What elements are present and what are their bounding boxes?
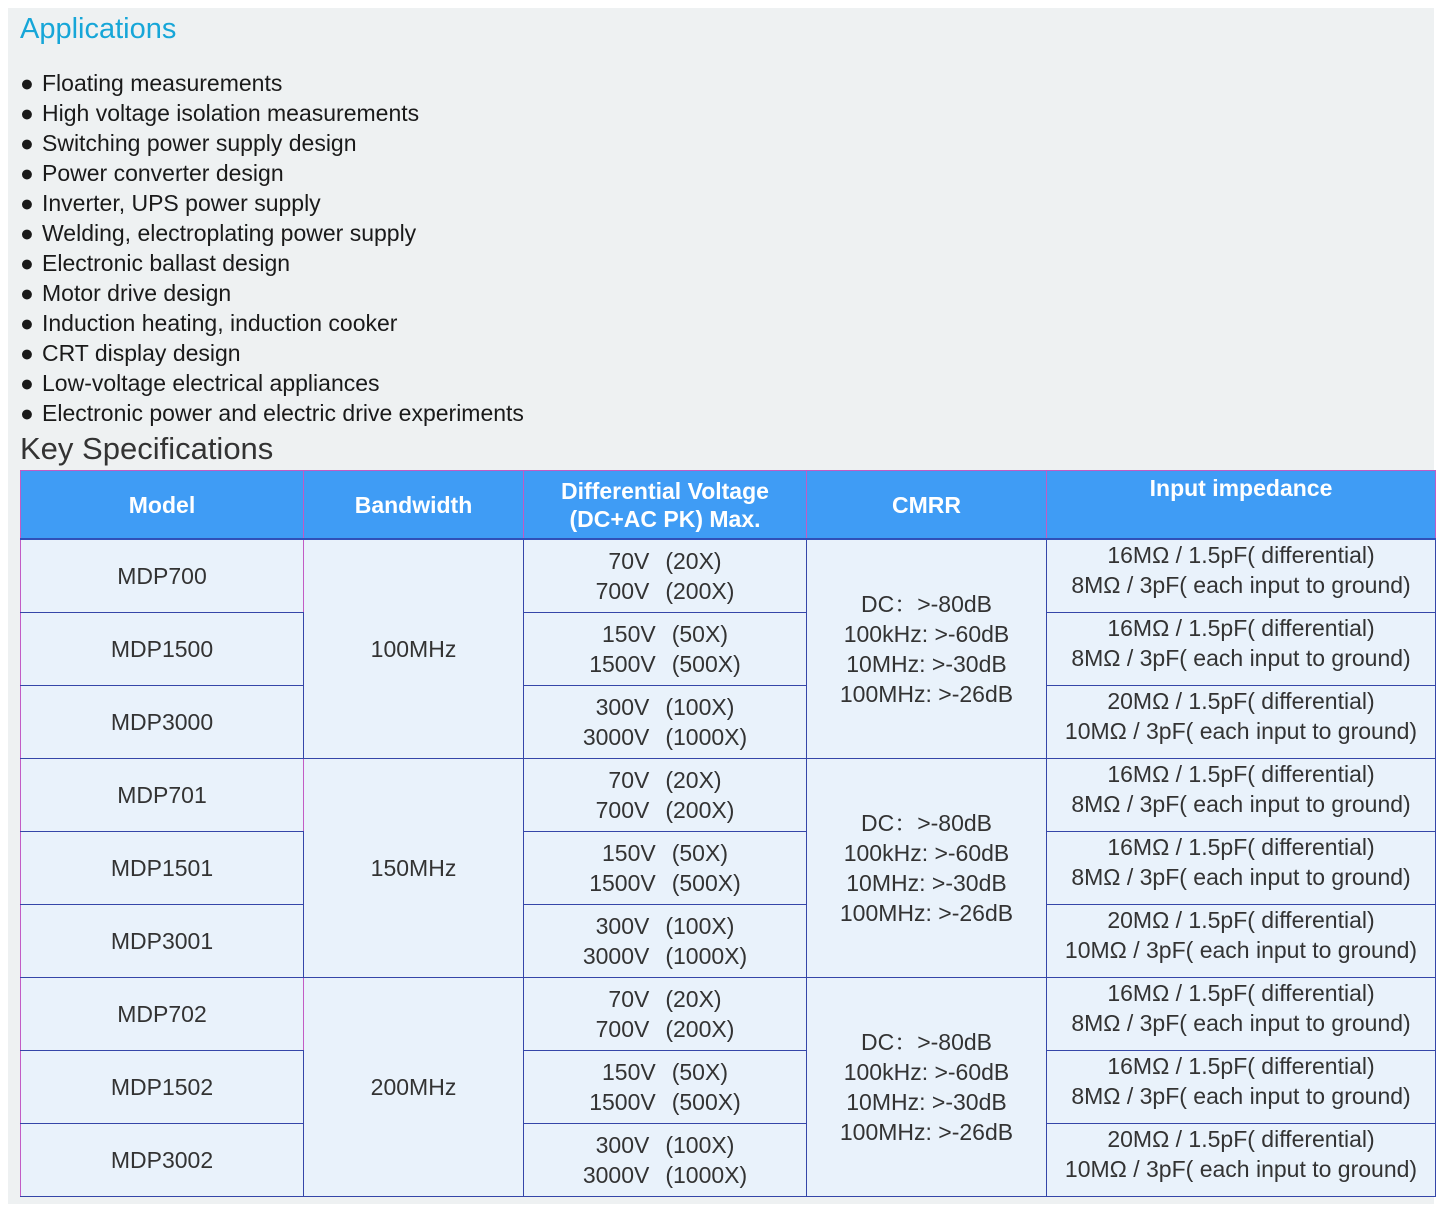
impedance-cell <box>1047 832 1436 905</box>
cmrr-cell <box>807 759 1047 978</box>
list-item-text: Electronic power and electric drive experiments <box>42 400 524 426</box>
bullet-icon: ● <box>20 70 34 96</box>
voltage-value: 300V <box>595 913 650 939</box>
table-row <box>21 832 1436 905</box>
bullet-icon: ● <box>20 340 34 366</box>
voltage-value: 70V <box>608 767 650 793</box>
voltage-ratio: (1000X) <box>665 1162 748 1188</box>
voltage-ratio: (1000X) <box>665 943 748 969</box>
voltage-value: 70V <box>608 548 650 574</box>
impedance-ground: 8MΩ / 3pF( each input to ground) <box>1071 1010 1411 1036</box>
voltage-cell <box>524 686 807 759</box>
voltage-ratio: (20X) <box>665 548 722 574</box>
impedance-ground: 8MΩ / 3pF( each input to ground) <box>1071 791 1411 817</box>
list-item <box>20 308 524 338</box>
impedance-differential: 20MΩ / 1.5pF( differential) <box>1107 907 1375 933</box>
header-bandwidth: Bandwidth <box>304 471 524 540</box>
list-item-text: Floating measurements <box>42 70 283 96</box>
list-item <box>20 398 524 428</box>
model-cell: MDP1502 <box>21 1051 304 1124</box>
cmrr-line: 100kHz: >-60dB <box>843 1059 1010 1085</box>
model-cell: MDP1501 <box>21 832 304 905</box>
model-cell: MDP700 <box>21 539 304 613</box>
list-item <box>20 128 524 158</box>
list-item-text: Induction heating, induction cooker <box>42 310 398 336</box>
header-voltage-line1: Differential Voltage (DC <box>561 477 769 532</box>
voltage-ratio: (50X) <box>671 1059 728 1085</box>
bullet-icon: ● <box>20 220 34 246</box>
table-row <box>21 905 1436 978</box>
voltage-ratio: (200X) <box>665 578 735 604</box>
cmrr-line: 100kHz: >-60dB <box>843 840 1010 866</box>
voltage-ratio: (1000X) <box>665 724 748 750</box>
bullet-icon: ● <box>20 310 34 336</box>
list-item-text: Welding, electroplating power supply <box>42 220 417 246</box>
voltage-cell <box>524 978 807 1051</box>
impedance-ground: 10MΩ / 3pF( each input to ground) <box>1064 718 1418 744</box>
voltage-value: 700V <box>595 1016 650 1042</box>
model-cell: MDP3000 <box>21 686 304 759</box>
voltage-cell <box>524 613 807 686</box>
table-header-row <box>21 471 1436 540</box>
cmrr-line: 100kHz: >-60dB <box>843 621 1010 647</box>
list-item <box>20 68 524 98</box>
applications-title: Applications <box>20 13 177 45</box>
voltage-ratio: (20X) <box>665 767 722 793</box>
impedance-ground: 10MΩ / 3pF( each input to ground) <box>1064 937 1418 963</box>
applications-list <box>20 68 524 428</box>
impedance-ground: 8MΩ / 3pF( each input to ground) <box>1071 645 1411 671</box>
model-cell: MDP1500 <box>21 613 304 686</box>
cmrr-line: 10MHz: >-30dB <box>846 870 1007 896</box>
list-item <box>20 188 524 218</box>
voltage-ratio: (100X) <box>665 694 735 720</box>
table-row <box>21 759 1436 832</box>
list-item <box>20 248 524 278</box>
impedance-cell <box>1047 759 1436 832</box>
voltage-cell <box>524 759 807 832</box>
list-item-text: Motor drive design <box>42 280 232 306</box>
voltage-value: 700V <box>595 797 650 823</box>
table-row <box>21 978 1436 1051</box>
list-item-text: Switching power supply design <box>42 130 357 156</box>
voltage-ratio: (100X) <box>665 1132 735 1158</box>
cmrr-line: 100MHz: >-26dB <box>839 1119 1014 1145</box>
specifications-table <box>20 470 1436 1197</box>
voltage-ratio: (500X) <box>671 870 741 896</box>
list-item-text: Low-voltage electrical appliances <box>42 370 380 396</box>
model-cell: MDP701 <box>21 759 304 832</box>
voltage-ratio: (500X) <box>671 651 741 677</box>
list-item <box>20 278 524 308</box>
list-item-text: Power converter design <box>42 160 284 186</box>
voltage-value: 300V <box>595 1132 650 1158</box>
bullet-icon: ● <box>20 190 34 216</box>
bandwidth-cell: 100MHz <box>304 539 524 759</box>
table-row <box>21 686 1436 759</box>
cmrr-line: 100MHz: >-26dB <box>839 900 1014 926</box>
cmrr-line: DC：>-80dB <box>860 1029 993 1055</box>
bullet-icon: ● <box>20 100 34 126</box>
header-cmrr: CMRR <box>807 471 1047 540</box>
cmrr-cell <box>807 539 1047 759</box>
cmrr-cell <box>807 978 1047 1197</box>
voltage-value: 3000V <box>582 1162 650 1188</box>
cmrr-line: 10MHz: >-30dB <box>846 1089 1007 1115</box>
list-item-text: Inverter, UPS power supply <box>42 190 321 216</box>
impedance-cell <box>1047 539 1436 613</box>
impedance-differential: 16MΩ / 1.5pF( differential) <box>1107 980 1375 1006</box>
model-cell: MDP3001 <box>21 905 304 978</box>
bullet-icon: ● <box>20 400 34 426</box>
table-row <box>21 1051 1436 1124</box>
voltage-value: 1500V <box>589 1089 656 1115</box>
impedance-differential: 16MΩ / 1.5pF( differential) <box>1107 1053 1375 1079</box>
impedance-cell <box>1047 613 1436 686</box>
voltage-ratio: (100X) <box>665 913 735 939</box>
voltage-value: 1500V <box>589 870 656 896</box>
impedance-differential: 16MΩ / 1.5pF( differential) <box>1107 542 1375 568</box>
model-cell: MDP3002 <box>21 1124 304 1197</box>
bullet-icon: ● <box>20 130 34 156</box>
cmrr-line: DC：>-80dB <box>860 810 993 836</box>
list-item <box>20 338 524 368</box>
header-voltage-line2: +AC PK) Max. <box>610 505 761 532</box>
voltage-ratio: (50X) <box>671 840 728 866</box>
bandwidth-cell: 150MHz <box>304 759 524 978</box>
cmrr-line: 10MHz: >-30dB <box>846 651 1007 677</box>
table-row <box>21 1124 1436 1197</box>
voltage-value: 70V <box>608 986 650 1012</box>
voltage-value: 1500V <box>589 651 656 677</box>
list-item-text: High voltage isolation measurements <box>42 100 420 126</box>
voltage-cell <box>524 1051 807 1124</box>
voltage-value: 3000V <box>582 943 650 969</box>
bullet-icon: ● <box>20 160 34 186</box>
impedance-ground: 8MΩ / 3pF( each input to ground) <box>1071 1083 1411 1109</box>
voltage-cell <box>524 905 807 978</box>
impedance-cell <box>1047 1124 1436 1197</box>
impedance-cell <box>1047 905 1436 978</box>
voltage-cell <box>524 1124 807 1197</box>
voltage-cell <box>524 832 807 905</box>
header-impedance: Input impedance <box>1047 471 1436 540</box>
impedance-ground: 8MΩ / 3pF( each input to ground) <box>1071 572 1411 598</box>
list-item-text: CRT display design <box>42 340 241 366</box>
cmrr-line: DC：>-80dB <box>860 591 993 617</box>
voltage-value: 150V <box>602 1059 656 1085</box>
list-item <box>20 158 524 188</box>
model-cell: MDP702 <box>21 978 304 1051</box>
voltage-ratio: (20X) <box>665 986 722 1012</box>
table-row <box>21 613 1436 686</box>
bullet-icon: ● <box>20 250 34 276</box>
specifications-title: Key Specifications <box>20 431 274 466</box>
impedance-cell <box>1047 686 1436 759</box>
impedance-differential: 16MΩ / 1.5pF( differential) <box>1107 834 1375 860</box>
bullet-icon: ● <box>20 370 34 396</box>
voltage-value: 150V <box>602 621 656 647</box>
list-item <box>20 98 524 128</box>
bandwidth-cell: 200MHz <box>304 978 524 1197</box>
list-item <box>20 368 524 398</box>
list-item <box>20 218 524 248</box>
header-voltage <box>524 471 807 540</box>
voltage-ratio: (500X) <box>671 1089 741 1115</box>
impedance-differential: 20MΩ / 1.5pF( differential) <box>1107 688 1375 714</box>
impedance-differential: 16MΩ / 1.5pF( differential) <box>1107 761 1375 787</box>
impedance-differential: 20MΩ / 1.5pF( differential) <box>1107 1126 1375 1152</box>
impedance-cell <box>1047 1051 1436 1124</box>
table-row <box>21 539 1436 613</box>
impedance-ground: 10MΩ / 3pF( each input to ground) <box>1064 1156 1418 1182</box>
impedance-ground: 8MΩ / 3pF( each input to ground) <box>1071 864 1411 890</box>
voltage-ratio: (200X) <box>665 797 735 823</box>
voltage-value: 150V <box>602 840 656 866</box>
voltage-ratio: (200X) <box>665 1016 735 1042</box>
voltage-cell <box>524 539 807 613</box>
voltage-value: 3000V <box>582 724 650 750</box>
header-model: Model <box>21 471 304 540</box>
list-item-text: Electronic ballast design <box>42 250 291 276</box>
cmrr-line: 100MHz: >-26dB <box>839 681 1014 707</box>
voltage-value: 300V <box>595 694 650 720</box>
voltage-value: 700V <box>595 578 650 604</box>
bullet-icon: ● <box>20 280 34 306</box>
voltage-ratio: (50X) <box>671 621 728 647</box>
impedance-differential: 16MΩ / 1.5pF( differential) <box>1107 615 1375 641</box>
impedance-cell <box>1047 978 1436 1051</box>
